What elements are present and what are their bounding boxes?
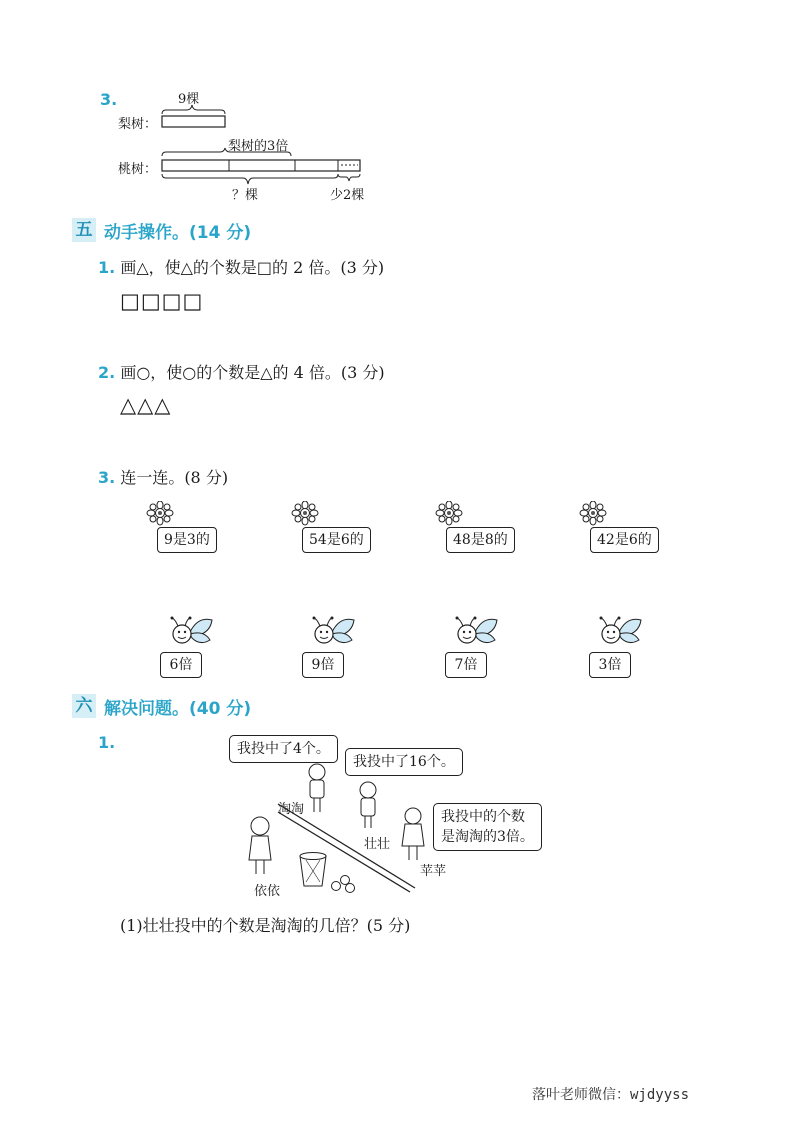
bee-card-4[interactable] xyxy=(589,614,649,678)
s5-q1 xyxy=(98,255,384,278)
s5-q3-text: 连一连。(8 分) xyxy=(120,468,229,487)
section6-badge: 六 xyxy=(72,694,96,718)
section6-title: 解决问题。(40 分) xyxy=(104,698,252,719)
bee-icon xyxy=(589,614,649,650)
bubble-pingping xyxy=(433,803,542,851)
flower-label-3: 48是8的 xyxy=(446,527,515,553)
flower-card-4[interactable] xyxy=(578,501,659,553)
name-zhuangzhuang: 壮壮 xyxy=(364,837,391,852)
s6-q1-number: 1. xyxy=(98,733,116,752)
s5-q1-number: 1. xyxy=(98,258,116,277)
name-pingping: 苹苹 xyxy=(420,864,447,879)
name-taotao: 淘淘 xyxy=(278,802,305,817)
bee-label-1: 6倍 xyxy=(160,652,202,678)
section6-header xyxy=(72,694,251,718)
flower-label-4: 42是6的 xyxy=(590,527,659,553)
flower-label-2: 54是6的 xyxy=(302,527,371,553)
pear-tree-label: 梨树： xyxy=(118,117,158,132)
flower-card-1[interactable] xyxy=(145,501,217,553)
bee-icon xyxy=(302,614,362,650)
s5-q2 xyxy=(98,360,385,383)
squares-row: □□□□ xyxy=(120,289,204,313)
flower-icon xyxy=(434,501,464,527)
bee-label-4: 3倍 xyxy=(589,652,631,678)
bubble-pingping-line1: 我投中的个数 xyxy=(441,809,525,825)
s6-q1-sub1: (1)壮壮投中的个数是淘淘的几倍？(5 分) xyxy=(120,916,411,935)
bee-card-2[interactable] xyxy=(302,614,362,678)
flower-card-3[interactable] xyxy=(434,501,515,553)
triangles-row: △△△ xyxy=(120,393,172,417)
name-yiyi: 依依 xyxy=(254,884,281,899)
bee-icon xyxy=(160,614,220,650)
footer-text: 落叶老师微信：wjdyyss xyxy=(532,1087,690,1103)
basketball-scene xyxy=(230,760,460,900)
peach-tree-label: 桃树： xyxy=(118,162,158,177)
flower-icon xyxy=(145,501,175,527)
bee-label-3: 7倍 xyxy=(445,652,487,678)
q3-number: 3. xyxy=(100,90,118,109)
flower-icon xyxy=(290,501,320,527)
bee-icon xyxy=(445,614,505,650)
section5-title: 动手操作。(14 分) xyxy=(104,222,252,243)
s5-q3 xyxy=(98,465,228,488)
less-label: 少2棵 xyxy=(330,188,365,203)
s5-q3-number: 3. xyxy=(98,468,116,487)
s5-q1-text: 画△，使△的个数是□的 2 倍。(3 分) xyxy=(120,258,385,277)
s5-q2-number: 2. xyxy=(98,363,116,382)
flower-label-1: 9是3的 xyxy=(157,527,217,553)
s5-q2-text: 画○，使○的个数是△的 4 倍。(3 分) xyxy=(120,363,385,382)
multiple-label: 梨树的3倍 xyxy=(228,139,289,154)
section5-header xyxy=(72,218,251,242)
bubble-zhuangzhuang: 我投中了16个。 xyxy=(345,748,463,776)
bee-card-1[interactable] xyxy=(160,614,220,678)
unknown-count-label: ？棵 xyxy=(232,188,259,203)
bee-card-3[interactable] xyxy=(445,614,505,678)
flower-icon xyxy=(578,501,608,527)
section5-badge: 五 xyxy=(72,218,96,242)
bubble-taotao: 我投中了4个。 xyxy=(229,735,338,763)
pear-count-label: 9棵 xyxy=(178,92,200,107)
bee-label-2: 9倍 xyxy=(302,652,344,678)
bubble-pingping-line2: 是淘淘的3倍。 xyxy=(441,829,534,845)
segment-diagram xyxy=(155,104,370,186)
flower-card-2[interactable] xyxy=(290,501,371,553)
